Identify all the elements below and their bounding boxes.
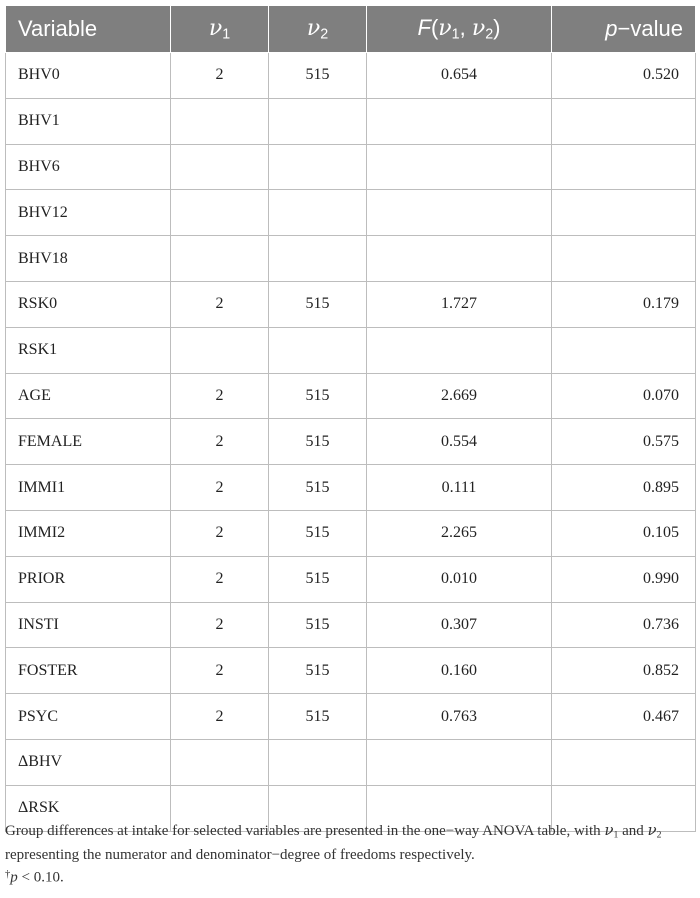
cell-variable: PRIOR [6, 556, 171, 602]
footnote-significance: †p < 0.10. [5, 869, 64, 887]
cell-variable: FEMALE [6, 419, 171, 465]
cell-nu2 [269, 327, 367, 373]
cell-p-value: 0.575 [552, 419, 696, 465]
cell-nu1: 2 [171, 53, 269, 99]
cell-nu1: 2 [171, 556, 269, 602]
cell-nu1: 2 [171, 510, 269, 556]
header-variable: Variable [6, 6, 171, 53]
table-row [6, 602, 696, 648]
table-row [6, 236, 696, 282]
cell-nu2 [269, 236, 367, 282]
cell-nu1: 2 [171, 281, 269, 327]
cell-variable: BHV1 [6, 98, 171, 144]
cell-nu1 [171, 327, 269, 373]
cell-f-statistic [367, 327, 552, 373]
cell-nu1 [171, 190, 269, 236]
table-body [6, 53, 696, 832]
table-row [6, 510, 696, 556]
cell-variable: AGE [6, 373, 171, 419]
cell-variable: PSYC [6, 694, 171, 740]
cell-nu1: 2 [171, 694, 269, 740]
cell-variable: ΔBHV [6, 739, 171, 785]
cell-p-value: 0.990 [552, 556, 696, 602]
table-row [6, 98, 696, 144]
cell-f-statistic [367, 98, 552, 144]
cell-nu1 [171, 98, 269, 144]
table-footnote [5, 820, 695, 888]
cell-nu2: 515 [269, 373, 367, 419]
table-row [6, 327, 696, 373]
table-row [6, 648, 696, 694]
cell-variable: RSK0 [6, 281, 171, 327]
cell-nu1: 2 [171, 602, 269, 648]
table-row [6, 190, 696, 236]
cell-nu1 [171, 236, 269, 282]
cell-nu2: 515 [269, 465, 367, 511]
table-row [6, 419, 696, 465]
cell-nu2 [269, 144, 367, 190]
cell-p-value: 0.520 [552, 53, 696, 99]
cell-p-value: 0.467 [552, 694, 696, 740]
cell-f-statistic: 2.265 [367, 510, 552, 556]
cell-nu2: 515 [269, 556, 367, 602]
cell-nu2 [269, 190, 367, 236]
table-row [6, 739, 696, 785]
cell-f-statistic: 0.763 [367, 694, 552, 740]
cell-p-value [552, 98, 696, 144]
cell-p-value [552, 327, 696, 373]
cell-p-value [552, 236, 696, 282]
cell-nu2: 515 [269, 694, 367, 740]
cell-variable: FOSTER [6, 648, 171, 694]
header-f-statistic: $F(\nu_1$, $\nu_2$) [367, 6, 552, 53]
cell-f-statistic: 0.111 [367, 465, 552, 511]
cell-nu2: 515 [269, 281, 367, 327]
cell-variable: BHV0 [6, 53, 171, 99]
cell-nu2: 515 [269, 510, 367, 556]
cell-p-value [552, 739, 696, 785]
cell-nu2 [269, 739, 367, 785]
cell-p-value: 0.895 [552, 465, 696, 511]
table-header-row [6, 6, 696, 53]
cell-nu2 [269, 98, 367, 144]
cell-nu1: 2 [171, 419, 269, 465]
header-nu2: $\nu_2$ [269, 6, 367, 53]
table-row [6, 465, 696, 511]
cell-variable: IMMI2 [6, 510, 171, 556]
cell-p-value: 0.736 [552, 602, 696, 648]
cell-p-value [552, 144, 696, 190]
cell-p-value [552, 190, 696, 236]
cell-variable: ΔRSK [6, 785, 171, 831]
cell-f-statistic [367, 144, 552, 190]
cell-nu2: 515 [269, 648, 367, 694]
cell-variable: INSTI [6, 602, 171, 648]
cell-f-statistic: 2.669 [367, 373, 552, 419]
header-p-value: p−value [552, 6, 696, 53]
cell-f-statistic: 1.727 [367, 281, 552, 327]
cell-p-value: 0.105 [552, 510, 696, 556]
cell-variable: RSK1 [6, 327, 171, 373]
footnote-description: Group differences at intake for selected variables are presented in the one−way ANOVA table, with $\nu_1$ and $\nu_2$ representing the numerator and denominator−degree of freedoms respectively. [5, 821, 662, 864]
table-row [6, 281, 696, 327]
table-row [6, 556, 696, 602]
cell-f-statistic: 0.654 [367, 53, 552, 99]
cell-f-statistic [367, 739, 552, 785]
anova-table [5, 5, 696, 832]
cell-nu2: 515 [269, 602, 367, 648]
cell-p-value: 0.070 [552, 373, 696, 419]
cell-nu1 [171, 739, 269, 785]
cell-nu1: 2 [171, 648, 269, 694]
cell-nu1: 2 [171, 465, 269, 511]
cell-nu2: 515 [269, 419, 367, 465]
cell-f-statistic: 0.160 [367, 648, 552, 694]
table-row [6, 53, 696, 99]
cell-nu1 [171, 144, 269, 190]
cell-f-statistic: 0.307 [367, 602, 552, 648]
cell-nu1: 2 [171, 373, 269, 419]
cell-f-statistic [367, 190, 552, 236]
cell-f-statistic: 0.010 [367, 556, 552, 602]
table-row [6, 373, 696, 419]
table-row [6, 144, 696, 190]
cell-p-value: 0.852 [552, 648, 696, 694]
cell-variable: BHV12 [6, 190, 171, 236]
cell-nu2: 515 [269, 53, 367, 99]
cell-variable: BHV6 [6, 144, 171, 190]
cell-p-value: 0.179 [552, 281, 696, 327]
table-row [6, 694, 696, 740]
header-nu1: $\nu_1$ [171, 6, 269, 53]
cell-f-statistic [367, 236, 552, 282]
cell-f-statistic: 0.554 [367, 419, 552, 465]
cell-variable: BHV18 [6, 236, 171, 282]
cell-variable: IMMI1 [6, 465, 171, 511]
